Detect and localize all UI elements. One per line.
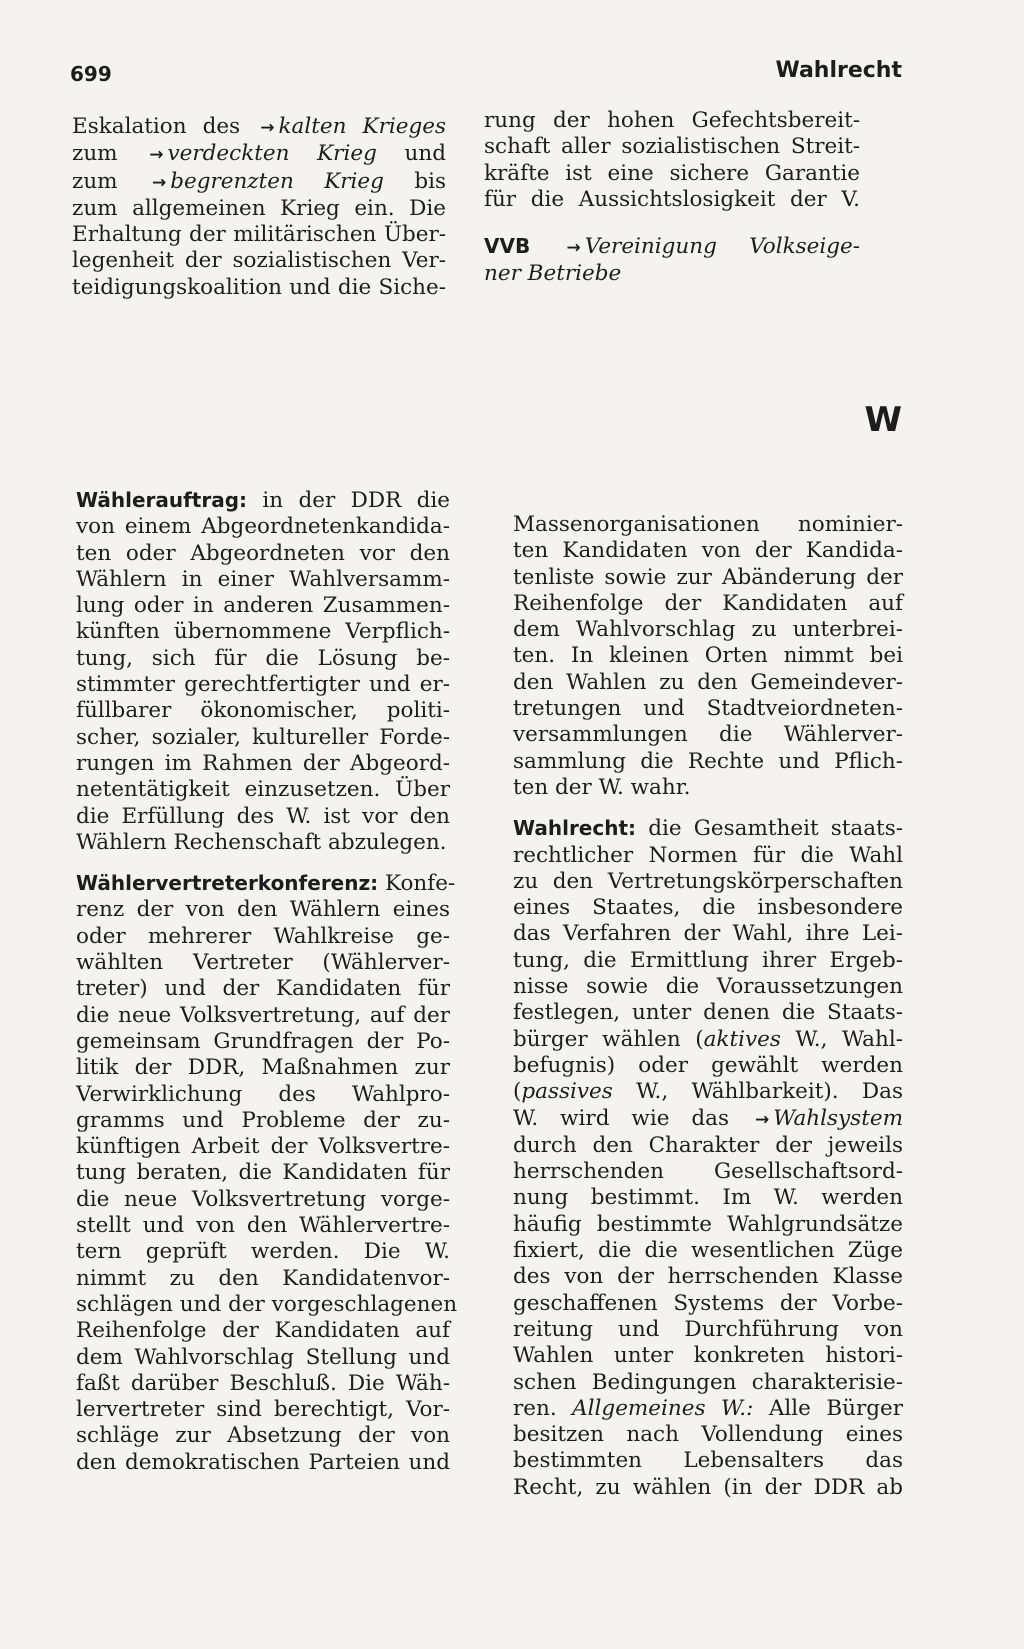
- text-line: Reihenfolge der Kandidaten auf: [513, 590, 903, 616]
- text-line: von einem Abgeordnetenkandida-: [76, 514, 450, 540]
- text-line: teidigungskoalition und die Siche-: [72, 274, 446, 300]
- text-line: scher, sozialer, kultureller Forde-: [76, 724, 450, 750]
- text-line: tung, sich für die Lösung be-: [76, 645, 450, 671]
- arrow-icon: →: [149, 145, 164, 166]
- text-line: gemeinsam Grundfragen der Po-: [76, 1028, 450, 1054]
- text-line: wählten Vertreter (Wählerver-: [76, 950, 450, 976]
- text-line: befugnis) oder gewählt werden: [513, 1052, 903, 1078]
- text-line: nung bestimmt. Im W. werden: [513, 1185, 903, 1211]
- text-line: zu den Vertretungskörperschaften: [513, 868, 903, 894]
- page-number: 699: [70, 62, 112, 86]
- text-line: die Erfüllung des W. ist vor den: [76, 803, 450, 829]
- text-line: dem Wahlvorschlag Stellung und: [76, 1344, 450, 1370]
- text-line: legenheit der sozialistischen Ver-: [72, 248, 446, 274]
- text-line: Eskalation des → kalten Krieges: [72, 114, 447, 139]
- text-line: schaft aller sozialistischen Streit-: [484, 134, 860, 160]
- text-line: treter) und der Kandidaten für: [76, 976, 450, 1002]
- text-line: gramms und Probleme der zu-: [76, 1107, 450, 1133]
- text-line: häufig bestimmte Wahlgrundsätze: [513, 1211, 903, 1237]
- text-line: rechtlicher Normen für die Wahl: [513, 842, 903, 868]
- text-line: zum allgemeinen Krieg ein. Die: [72, 195, 446, 221]
- text-line: den demokratischen Parteien und: [76, 1449, 450, 1475]
- text-line: durch den Charakter der jeweils: [513, 1132, 903, 1158]
- text-line: die neue Volksvertretung, auf der: [76, 1002, 450, 1028]
- text-line: Erhaltung der militärischen Über-: [72, 222, 446, 248]
- headword: VVB: [484, 234, 531, 259]
- arrow-icon: →: [566, 238, 581, 259]
- text-line: tern geprüft werden. Die W.: [76, 1239, 450, 1265]
- text-line: lervertreter sind berechtigt, Vor-: [76, 1397, 450, 1423]
- text-line: lung oder in anderen Zusammen-: [76, 593, 450, 619]
- text-line: des von der herrschenden Klasse: [513, 1264, 903, 1290]
- text-line: Reihenfolge der Kandidaten auf: [76, 1318, 450, 1344]
- text-line: ren. Allgemeines W.: Alle Bürger: [513, 1395, 904, 1421]
- text-line: Wählern in einer Wahlversamm-: [76, 566, 450, 592]
- text-line: oder mehrerer Wahlkreise ge-: [76, 923, 450, 949]
- text-line: herrschenden Gesellschaftsord-: [513, 1159, 903, 1185]
- arrow-icon: →: [151, 172, 167, 193]
- text-line: besitzen nach Vollendung eines: [513, 1422, 903, 1448]
- text-line: netentätigkeit einzusetzen. Über: [76, 777, 450, 803]
- text-line: Verwirklichung des Wahlpro-: [76, 1081, 450, 1107]
- text-line: fixiert, die die wesentlichen Züge: [513, 1238, 903, 1264]
- running-head: Wahlrecht: [775, 58, 902, 83]
- text-line: rung der hohen Gefechtsbereit-: [484, 108, 860, 133]
- text-line: tung beraten, die Kandidaten für: [76, 1160, 450, 1186]
- text-line: ner Betriebe: [484, 261, 622, 287]
- text-line: tenliste sowie zur Abänderung der: [513, 564, 903, 590]
- text-line: tretungen und Stadtveiordneten-: [513, 696, 903, 722]
- text-line: ten der W. wahr.: [513, 774, 691, 800]
- text-line: renz der von den Wählern eines: [76, 897, 450, 923]
- entry-wahlrecht: Wahlrecht: die Gesamtheit staats-: [513, 816, 903, 842]
- top-left-column: [72, 114, 446, 301]
- text-line: dem Wahlvorschlag zu unterbrei-: [513, 617, 903, 643]
- text-line: das Verfahren der Wahl, ihre Lei-: [513, 921, 903, 947]
- text-line: rungen im Rahmen der Abgeord-: [76, 750, 450, 776]
- text-line: kräfte ist eine sichere Garantie: [484, 160, 860, 186]
- top-right-column: [484, 108, 860, 288]
- text-line: faßt darüber Beschluß. Die Wäh-: [76, 1370, 450, 1396]
- arrow-icon: →: [754, 1109, 770, 1130]
- text-line: eines Staates, die insbesondere: [513, 895, 903, 921]
- text-line: nimmt zu den Kandidatenvor-: [76, 1265, 450, 1291]
- text-line: schlägen und der vorgeschlagenen: [76, 1291, 458, 1317]
- entry-vvb: VVB → Vereinigung Volkseige-: [484, 234, 860, 260]
- left-column: [76, 487, 458, 1476]
- text-line: die neue Volksvertretung vorge-: [76, 1186, 450, 1212]
- entry-waehlerauftrag: Wählerauftrag: in der DDR die: [76, 488, 450, 513]
- text-line: füllbarer ökonomischer, politi-: [76, 698, 450, 724]
- text-line: zum → verdeckten Krieg und: [72, 141, 446, 167]
- text-line: tung, die Ermittlung ihrer Ergeb-: [513, 947, 903, 973]
- text-line: Massenorganisationen nominier-: [513, 512, 903, 537]
- section-letter: W: [864, 400, 902, 440]
- text-line: stellt und von den Wählervertre-: [76, 1213, 450, 1239]
- headword: Wahlrecht:: [513, 816, 637, 841]
- text-line: ten oder Abgeordneten vor den: [76, 540, 450, 566]
- text-line: litik der DDR, Maßnahmen zur: [76, 1055, 450, 1081]
- arrow-icon: →: [260, 118, 275, 138]
- text-line: festlegen, unter denen die Staats-: [513, 1000, 903, 1026]
- text-line: bürger wählen (aktives W., Wahl-: [513, 1026, 903, 1052]
- text-line: reitung und Durchführung von: [513, 1316, 903, 1342]
- text-line: künften übernommene Verpflich-: [76, 619, 450, 645]
- text-line: schläge zur Absetzung der von: [76, 1423, 450, 1449]
- text-line: sammlung die Rechte und Pflich-: [513, 748, 903, 774]
- entry-waehlervertreterkonferenz: Wählervertreterkonferenz: Konfe-: [76, 871, 456, 897]
- text-line: den Wahlen zu den Gemeindever-: [513, 669, 903, 695]
- text-line: Wählern Rechenschaft abzulegen.: [76, 829, 447, 855]
- right-column: [513, 512, 903, 1501]
- text-line: versammlungen die Wählerver-: [513, 722, 903, 748]
- headword: Wählervertreterkonferenz:: [76, 871, 379, 896]
- text-line: (passives W., Wählbarkeit). Das: [513, 1079, 904, 1105]
- text-line: zum → begrenzten Krieg bis: [72, 168, 446, 194]
- text-line: stimmter gerechtfertigter und er-: [76, 672, 450, 698]
- headword: Wählerauftrag:: [76, 488, 248, 512]
- text-line: ten. In kleinen Orten nimmt bei: [513, 643, 903, 669]
- text-line: nisse sowie die Voraussetzungen: [513, 974, 903, 1000]
- text-line: für die Aussichtslosigkeit der V.: [484, 186, 860, 212]
- text-line: schen Bedingungen charakterisie-: [513, 1369, 903, 1395]
- text-line: ten Kandidaten von der Kandida-: [513, 538, 903, 564]
- text-line: Wahlen unter konkreten histori-: [513, 1343, 903, 1369]
- text-line: geschaffenen Systems der Vorbe-: [513, 1290, 903, 1316]
- text-line: bestimmten Lebensalters das: [513, 1448, 903, 1474]
- text-line: künftigen Arbeit der Volksvertre-: [76, 1134, 450, 1160]
- text-line: W. wird wie das → Wahlsystem: [513, 1105, 903, 1131]
- text-line: Recht, zu wählen (in der DDR ab: [513, 1474, 903, 1500]
